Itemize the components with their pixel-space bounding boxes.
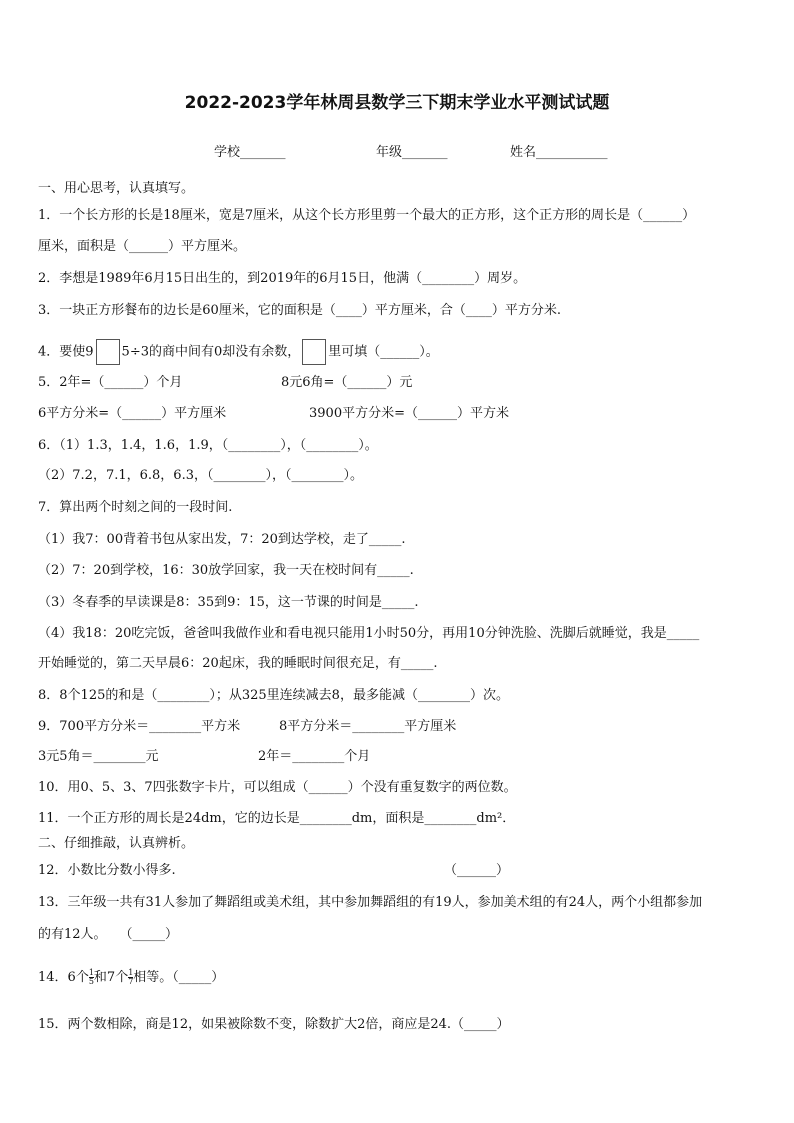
question-5-row-1-right: 8元6角=（______）元: [281, 375, 413, 390]
question-7-item-4-line-2: 开始睡觉的，第二天早晨6：20起床，我的睡眠时间很充足，有_____.: [38, 656, 438, 671]
question-14-part-2: 和7个: [93, 970, 129, 985]
question-13-line-1: 13．三年级一共有31人参加了舞蹈组或美术组，其中参加舞蹈组的有19人，参加美术组的有24人，两个小组都参加: [38, 895, 703, 910]
question-10: 10．用0、5、3、7四张数字卡片，可以组成（______）个没有重复数字的两位数。: [38, 780, 517, 795]
question-5-row-1-left: 5．2年=（______）个月: [38, 375, 183, 390]
question-14-part-1: 14．6个: [38, 970, 89, 985]
grade-field: 年级_______: [376, 145, 448, 160]
question-4-part-3: 里可填（______）。: [328, 344, 439, 360]
question-3: 3．一块正方形餐布的边长是60厘米，它的面积是（____）平方厘米，合（____）平方分米.: [38, 303, 561, 318]
question-7: 7．算出两个时刻之间的一段时间.: [38, 500, 233, 515]
answer-box: [96, 339, 120, 365]
question-7-item-3: （3）冬春季的早读课是8：35到9：15，这一节课的时间是_____.: [38, 595, 419, 610]
question-9-row-1-left: 9．700平方分米＝________平方米: [38, 719, 241, 734]
question-7-item-4-line-1: （4）我18：20吃完饭，爸爸叫我做作业和看电视只能用1小时50分，再用10分钟洗脸、洗脚后就睡觉，我是_____: [38, 626, 700, 641]
section-2-heading: 二、仔细推敲，认真辨析。: [38, 836, 195, 851]
page-title: 2022-2023学年林周县数学三下期末学业水平测试试题: [184, 93, 610, 113]
question-5-row-2-right: 3900平方分米=（______）平方米: [309, 406, 509, 421]
question-11: 11．一个正方形的周长是24dm，它的边长是________dm，面积是________dm²．: [38, 811, 516, 826]
fraction-denominator: 7: [128, 977, 134, 986]
question-4-part-1: 4．要使9: [38, 344, 94, 360]
question-1-line-1: 1．一个长方形的长是18厘米，宽是7厘米，从这个长方形里剪一个最大的正方形，这个正方形的周长是（______）: [38, 208, 696, 223]
fraction-numerator: 1: [128, 968, 134, 977]
question-4-part-2: 5÷3的商中间有0却没有余数，: [121, 344, 301, 360]
question-9-row-1-right: 8平方分米＝________平方厘米: [279, 719, 457, 734]
section-1-heading: 一、用心思考，认真填写。: [38, 181, 195, 196]
question-6-part-2: （2）7.2，7.1，6.8，6.3，（________），（________）。: [38, 468, 363, 483]
question-7-item-2: （2）7：20到学校，16：30放学回家，我一天在校时间有_____.: [38, 563, 414, 578]
question-8: 8．8个125的和是（________）；从325里连续减去8，最多能减（________）次。: [38, 688, 509, 703]
school-field: 学校_______: [214, 145, 286, 160]
question-7-item-1: （1）我7：00背着书包从家出发，7：20到达学校，走了_____.: [38, 532, 406, 547]
question-4: [38, 339, 439, 365]
question-1-line-2: 厘米，面积是（______）平方厘米。: [38, 239, 247, 254]
answer-box: [302, 339, 326, 365]
question-14-part-3: 相等。（_____）: [133, 970, 225, 985]
question-5-row-2-left: 6平方分米=（______）平方厘米: [38, 406, 227, 421]
question-15: 15．两个数相除，商是12，如果被除数不变，除数扩大2倍，商应是24.（_____）: [38, 1017, 510, 1032]
question-14: [38, 969, 224, 986]
question-9-row-2-right: 2年＝________个月: [258, 749, 371, 764]
question-12: 12．小数比分数小得多.: [38, 863, 176, 878]
question-13-line-2: 的有12人。 （_____）: [38, 927, 179, 942]
fraction-denominator: 5: [88, 977, 94, 986]
question-2: 2．李想是1989年6月15日出生的，到2019年的6月15日，他满（________）周岁。: [38, 271, 527, 286]
name-field: 姓名___________: [510, 145, 608, 160]
fraction-numerator: 1: [88, 968, 94, 977]
question-9-row-2-left: 3元5角＝________元: [38, 749, 159, 764]
question-6-part-1: 6．（1）1.3，1.4，1.6，1.9，（________），（________）。: [38, 438, 378, 453]
question-12-answer: （______）: [444, 863, 510, 878]
